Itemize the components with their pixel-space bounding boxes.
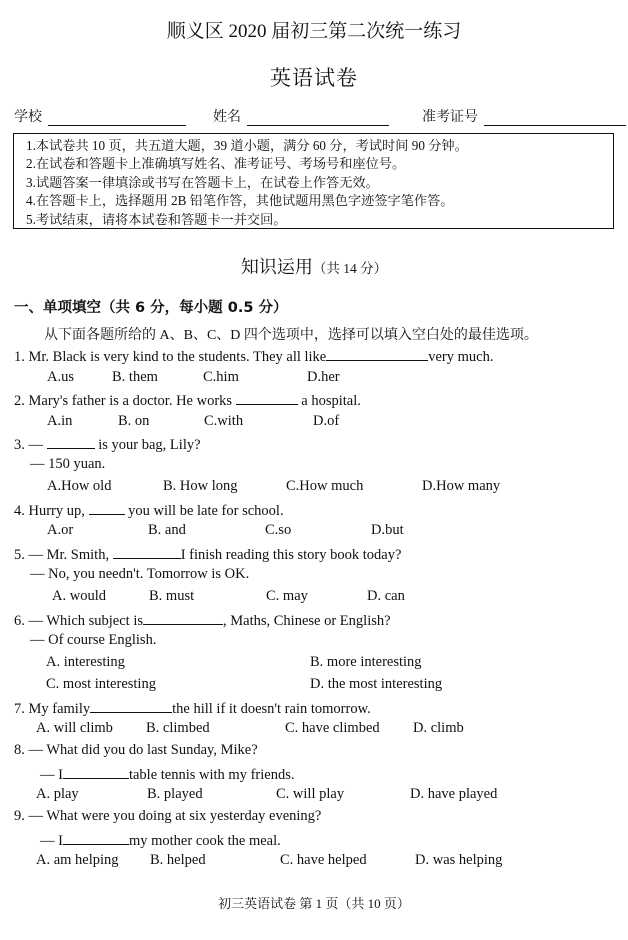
option-a[interactable]: A.How old (47, 478, 112, 494)
question-reply (40, 830, 281, 850)
question-text: very much. (428, 349, 494, 365)
page-footer: 初三英语试卷 第 1 页（共 10 页） (218, 896, 410, 911)
answer-blank[interactable] (63, 830, 129, 845)
section-score: （共 14 分） (312, 261, 388, 276)
answer-blank[interactable] (63, 764, 129, 779)
option-d[interactable]: D. the most interesting (310, 676, 443, 692)
question-5 (14, 544, 401, 564)
option-b[interactable]: B. and (148, 522, 186, 538)
question-reply (40, 764, 294, 784)
school-label: 学校 (14, 110, 42, 125)
question-3 (14, 434, 201, 454)
student-info-row (14, 106, 614, 126)
option-d[interactable]: D.of (313, 413, 340, 429)
answer-blank[interactable] (89, 500, 125, 515)
question-text: , Maths, Chinese or English? (223, 613, 391, 629)
question-text: 2. Mary's father is a doctor. He works (14, 393, 233, 409)
option-a[interactable]: A.or (47, 522, 74, 538)
option-d[interactable]: D.her (307, 369, 340, 385)
school-field[interactable] (48, 111, 186, 126)
question-text: 3. — (14, 437, 43, 453)
option-b[interactable]: B. more interesting (310, 654, 422, 670)
part-heading: 一、单项填空（共 6 分，每小题 0.5 分） (14, 300, 288, 316)
question-6 (14, 610, 391, 630)
exam-id-label: 准考证号 (422, 110, 478, 125)
name-label: 姓名 (213, 110, 241, 125)
question-7 (14, 698, 371, 718)
option-b[interactable]: B. them (112, 369, 158, 385)
answer-blank[interactable] (113, 544, 181, 559)
question-4 (14, 500, 284, 520)
option-d[interactable]: D.but (371, 522, 404, 538)
note-line: 5.考试结束，请将本试卷和答题卡一并交回。 (26, 211, 287, 227)
option-d[interactable]: D. can (367, 588, 405, 604)
option-a[interactable]: A. play (36, 786, 79, 802)
option-b[interactable]: B. How long (163, 478, 238, 494)
part-instruction: 从下面各题所给的 A、B、C、D 四个选项中，选择可以填入空白处的最佳选项。 (44, 328, 538, 343)
option-a[interactable]: A.us (47, 369, 74, 385)
option-d[interactable]: D. climb (413, 720, 464, 736)
section-name: 知识运用 (240, 257, 313, 277)
question-8: 8. — What did you do last Sunday, Mike? (14, 742, 258, 758)
question-text: 6. — Which subject is (14, 613, 144, 629)
question-text: 1. Mr. Black is very kind to the students. They all like (14, 349, 327, 365)
question-9: 9. — What were you doing at six yesterday evening? (14, 808, 322, 824)
option-a[interactable]: A. am helping (36, 852, 119, 868)
question-text: a hospital. (301, 393, 361, 409)
answer-blank[interactable] (326, 346, 428, 361)
question-reply: — 150 yuan. (30, 456, 106, 472)
option-c[interactable]: C.so (265, 522, 292, 538)
answer-blank[interactable] (143, 610, 223, 625)
section-title (0, 253, 628, 279)
answer-blank[interactable] (47, 434, 95, 449)
question-text: the hill if it doesn't rain tomorrow. (172, 701, 371, 717)
question-2 (14, 390, 361, 410)
note-line: 3.试题答案一律填涂或书写在答题卡上，在试卷上作答无效。 (26, 174, 379, 190)
option-c[interactable]: C. may (266, 588, 308, 604)
option-c[interactable]: C. have helped (280, 852, 367, 868)
option-b[interactable]: B. helped (150, 852, 206, 868)
answer-blank[interactable] (236, 390, 298, 405)
exam-id-field[interactable] (484, 111, 626, 126)
option-b[interactable]: B. played (147, 786, 203, 802)
option-c[interactable]: C.with (204, 413, 244, 429)
option-c[interactable]: C.him (203, 369, 239, 385)
option-b[interactable]: B. climbed (146, 720, 210, 736)
question-reply: — No, you needn't. Tomorrow is OK. (30, 566, 250, 582)
option-c[interactable]: C. most interesting (46, 676, 156, 692)
answer-blank[interactable] (90, 698, 172, 713)
option-a[interactable]: A. interesting (46, 654, 125, 670)
instructions-box (13, 133, 614, 229)
note-line: 2.在试卷和答题卡上准确填写姓名、准考证号、考场号和座位号。 (26, 156, 406, 172)
question-text: I finish reading this story book today? (180, 547, 402, 563)
question-text: is your bag, Lily? (98, 437, 201, 453)
exam-subtitle: 英语试卷 (270, 66, 358, 90)
question-text: — I (40, 833, 63, 849)
option-b[interactable]: B. on (118, 413, 150, 429)
name-field[interactable] (247, 111, 389, 126)
option-d[interactable]: D.How many (422, 478, 501, 494)
option-c[interactable]: C.How much (286, 478, 364, 494)
question-text: 7. My family (14, 701, 91, 717)
option-a[interactable]: A. would (52, 588, 106, 604)
question-1 (14, 346, 493, 366)
note-line: 4.在答题卡上，选择题用 2B 铅笔作答，其他试题用黑色字迹签字笔作答。 (26, 193, 454, 209)
question-text: my mother cook the meal. (128, 833, 281, 849)
question-text: 5. — Mr. Smith, (14, 547, 110, 563)
option-a[interactable]: A. will climb (36, 720, 113, 736)
option-d[interactable]: D. was helping (415, 852, 503, 868)
note-line: 1.本试卷共 10 页，共五道大题，39 道小题，满分 60 分，考试时间 90 分钟。 (26, 138, 468, 153)
question-text: table tennis with my friends. (128, 767, 295, 783)
question-text: you will be late for school. (128, 503, 284, 519)
option-b[interactable]: B. must (149, 588, 195, 604)
question-text: 4. Hurry up, (14, 503, 85, 519)
option-c[interactable]: C. have climbed (285, 720, 380, 736)
option-d[interactable]: D. have played (410, 786, 498, 802)
exam-title: 顺义区 2020 届初三第二次统一练习 (166, 21, 462, 42)
option-a[interactable]: A.in (47, 413, 73, 429)
question-reply: — Of course English. (30, 632, 157, 648)
option-c[interactable]: C. will play (276, 786, 345, 802)
question-text: — I (40, 767, 63, 783)
